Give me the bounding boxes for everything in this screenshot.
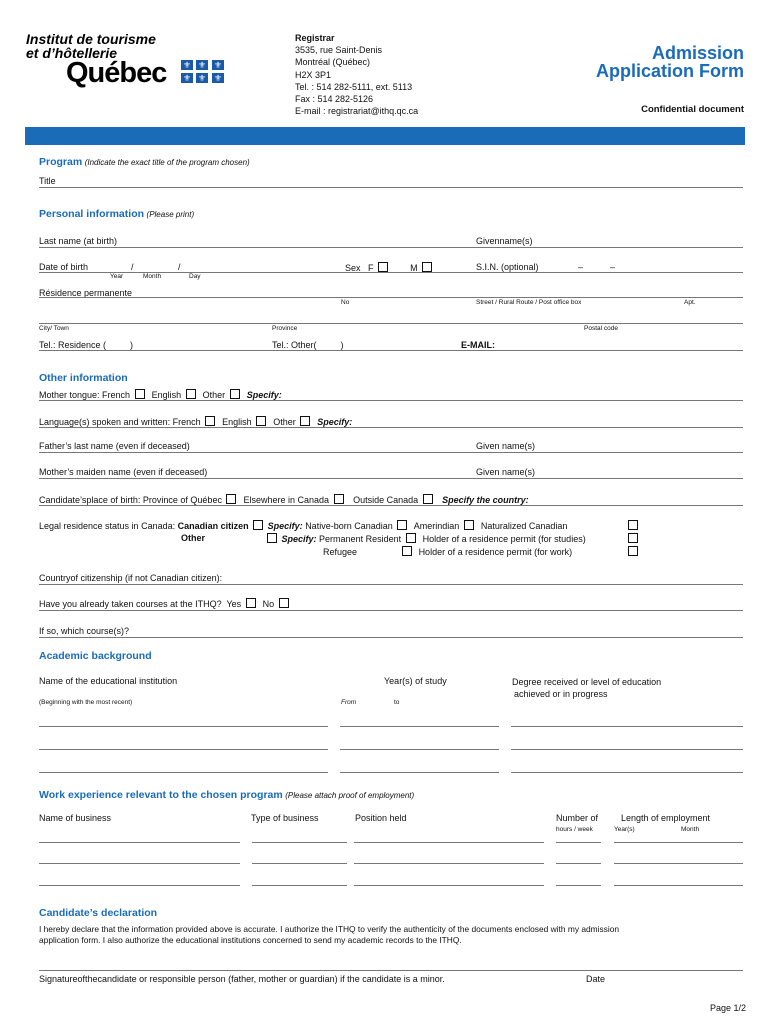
academic-line[interactable] [39,726,328,727]
courses-line[interactable] [39,610,743,611]
work-line[interactable] [556,863,601,864]
which-course-line[interactable] [39,637,743,638]
mother-given-label: Given name(s) [476,467,536,477]
signature-label: Signatureofthecandidate or responsible person (father, mother or guardian) if the candidate is a minor. [39,974,445,984]
birthplace-line[interactable] [39,505,743,506]
residence-label: Résidence permanente [39,288,133,298]
academic-line[interactable] [511,726,743,727]
work-line[interactable] [354,863,544,864]
studies-checkbox-wrap [626,533,640,544]
registrar-block: Registrar 3535, rue Saint-Denis Montréal (Québec) H2X 3P1 Tel. : 514 282-5111, ext. 5113 Fax : 514 282-5126 E-mail : registrariat@ithq.qc.ca [295,33,419,117]
academic-heading: Academic background [39,650,152,662]
logo-line1: Institut de tourisme [26,31,156,47]
work-line[interactable] [556,885,601,886]
program-heading: Program (Indicate the exact title of the program chosen) [39,156,250,168]
courses-no-checkbox[interactable] [279,598,289,608]
amerindian-checkbox[interactable] [464,520,474,530]
program-title-line[interactable] [39,187,743,188]
length-label: Length of employment [621,813,711,823]
business-label: Name of business [39,813,112,823]
hours-label: hours / week [556,826,593,833]
declaration-text1: I hereby declare that the information provided above is accurate. I authorize the ITHQ to verify the authenticity of the documents enclosed with my admission [39,924,620,934]
number-label: Number of [556,813,599,823]
academic-line[interactable] [511,772,743,773]
canadian-checkbox[interactable] [253,520,263,530]
declaration-heading: Candidate’s declaration [39,907,158,919]
sex-label: Sex F M [345,262,434,273]
sex-f-checkbox[interactable] [378,262,388,272]
apt-label: Apt. [684,299,696,306]
mother-tongue-line[interactable] [39,400,743,401]
lang-french-checkbox[interactable] [205,416,215,426]
personal-heading: Personal information (Please print) [39,208,195,220]
father-label: Father’s last name (even if deceased) [39,441,190,451]
tel-line[interactable] [39,350,743,351]
birth-outside-checkbox[interactable] [423,494,433,504]
from-label: From [341,699,357,706]
month-col-label: Month [681,826,700,833]
confidential-label: Confidential document [641,104,744,115]
birth-quebec-checkbox[interactable] [226,494,236,504]
holder-work-checkbox[interactable] [628,546,638,556]
sex-m-checkbox[interactable] [422,262,432,272]
work-line[interactable] [354,885,544,886]
dob-label: Date of birth [39,262,89,272]
logo-quebec: Québec [66,57,167,89]
sin-dash: – [610,262,616,272]
academic-line[interactable] [39,749,328,750]
work-line[interactable] [614,885,743,886]
work-line[interactable] [252,863,347,864]
last-name-line[interactable] [39,247,743,248]
street-label: Street / Rural Route / Post office box [476,299,582,306]
academic-line[interactable] [39,772,328,773]
dob-slash: / [131,262,134,272]
naturalized-checkbox-wrap [626,520,640,531]
sin-label: S.I.N. (optional) [476,262,539,272]
lang-english-checkbox[interactable] [256,416,266,426]
academic-line[interactable] [340,749,499,750]
work-checkbox-wrap [626,546,640,557]
permanent-checkbox[interactable] [406,533,416,543]
courses-yes-checkbox[interactable] [246,598,256,608]
native-checkbox[interactable] [397,520,407,530]
legal-row2: Other [181,533,206,543]
birth-canada-checkbox[interactable] [334,494,344,504]
birthplace-row: Candidate’splace of birth: Province of Québec Elsewhere in Canada Outside Canada Specify the country: [39,495,529,505]
legal-row1: Legal residence status in Canada: Canadian citizen Specify: Native-born Canadian Amerindian Naturalized Canadian [39,521,568,531]
mt-french-checkbox[interactable] [135,389,145,399]
tel-other-label: Tel.: Other( ) [272,340,344,350]
to-label: to [394,699,400,706]
declaration-text2: application form. I also authorize the educational institutions concerned to send my academic records to the ITHQ. [39,935,462,945]
legal-row3: Refugee Holder of a residence permit (for work) [323,547,573,557]
other-status-checkbox[interactable] [267,533,277,543]
dob-slash: / [178,262,181,272]
work-line[interactable] [354,842,544,843]
sin-dash: – [578,262,584,272]
academic-line[interactable] [340,772,499,773]
work-line[interactable] [39,885,240,886]
form-title: Admission Application Form [596,43,744,81]
holder-studies-checkbox[interactable] [628,533,638,543]
city-label: City/ Town [39,325,69,332]
academic-line[interactable] [340,726,499,727]
lang-other-checkbox[interactable] [300,416,310,426]
year-label: Year [110,273,124,280]
institution-label: Name of the educational institution [39,676,178,686]
no-label: No [341,299,350,306]
naturalized-checkbox[interactable] [628,520,638,530]
logo-line2: et d’hôtellerie [26,45,118,61]
dob-line[interactable] [39,272,743,273]
legal-row2b: Specify: Permanent Resident Holder of a residence permit (for studies) [265,533,586,544]
month-label: Month [143,273,162,280]
mt-other-checkbox[interactable] [230,389,240,399]
work-line[interactable] [39,842,240,843]
last-name-label: Last name (at birth) [39,236,118,246]
given-names-label: Givenname(s) [476,236,533,246]
years-label: Year(s) of study [384,676,447,686]
other-heading: Other information [39,372,128,384]
work-line[interactable] [39,863,240,864]
mother-label: Mother’s maiden name (even if deceased) [39,467,208,477]
courses-row: Have you already taken courses at the ITHQ? Yes No [39,598,291,609]
email-label: E-MAIL: [461,340,495,350]
residence-line[interactable] [39,297,743,298]
position-label: Position held [355,813,407,823]
date-label: Date [586,974,606,984]
mt-english-checkbox[interactable] [186,389,196,399]
citizenship-line[interactable] [39,584,743,585]
header-bar [25,127,745,145]
work-line[interactable] [556,842,601,843]
tel-residence-label: Tel.: Residence ( ) [39,340,134,350]
type-label: Type of business [251,813,319,823]
refugee-checkbox[interactable] [402,546,412,556]
year-col-label: Year(s) [614,826,635,833]
postal-label: Postal code [584,325,618,332]
work-heading: Work experience relevant to the chosen program (Please attach proof of employment) [39,789,415,801]
work-line[interactable] [614,842,743,843]
province-label: Province [272,325,298,332]
citizenship-label: Countryof citizenship (if not Canadian citizen): [39,573,223,583]
father-given-label: Given name(s) [476,441,536,451]
signature-line[interactable] [39,970,743,971]
city-line[interactable] [39,323,743,324]
mother-tongue-row: Mother tongue: French English Other Specify: [39,390,282,400]
day-label: Day [189,273,201,280]
mother-line[interactable] [39,478,743,479]
work-line[interactable] [252,885,347,886]
academic-line[interactable] [511,749,743,750]
degree-label: Degree received or level of education achieved or in progress [512,677,662,699]
languages-line[interactable] [39,427,743,428]
work-line[interactable] [614,863,743,864]
languages-row: Language(s) spoken and written: French English Other Specify: [39,417,353,427]
program-title-label: Title [39,176,56,186]
page-number: Page 1/2 [709,1003,746,1013]
father-line[interactable] [39,452,743,453]
work-line[interactable] [252,842,347,843]
which-course-label: If so, which course(s)? [39,626,130,636]
recent-note: (Beginning with the most recent) [39,699,133,706]
